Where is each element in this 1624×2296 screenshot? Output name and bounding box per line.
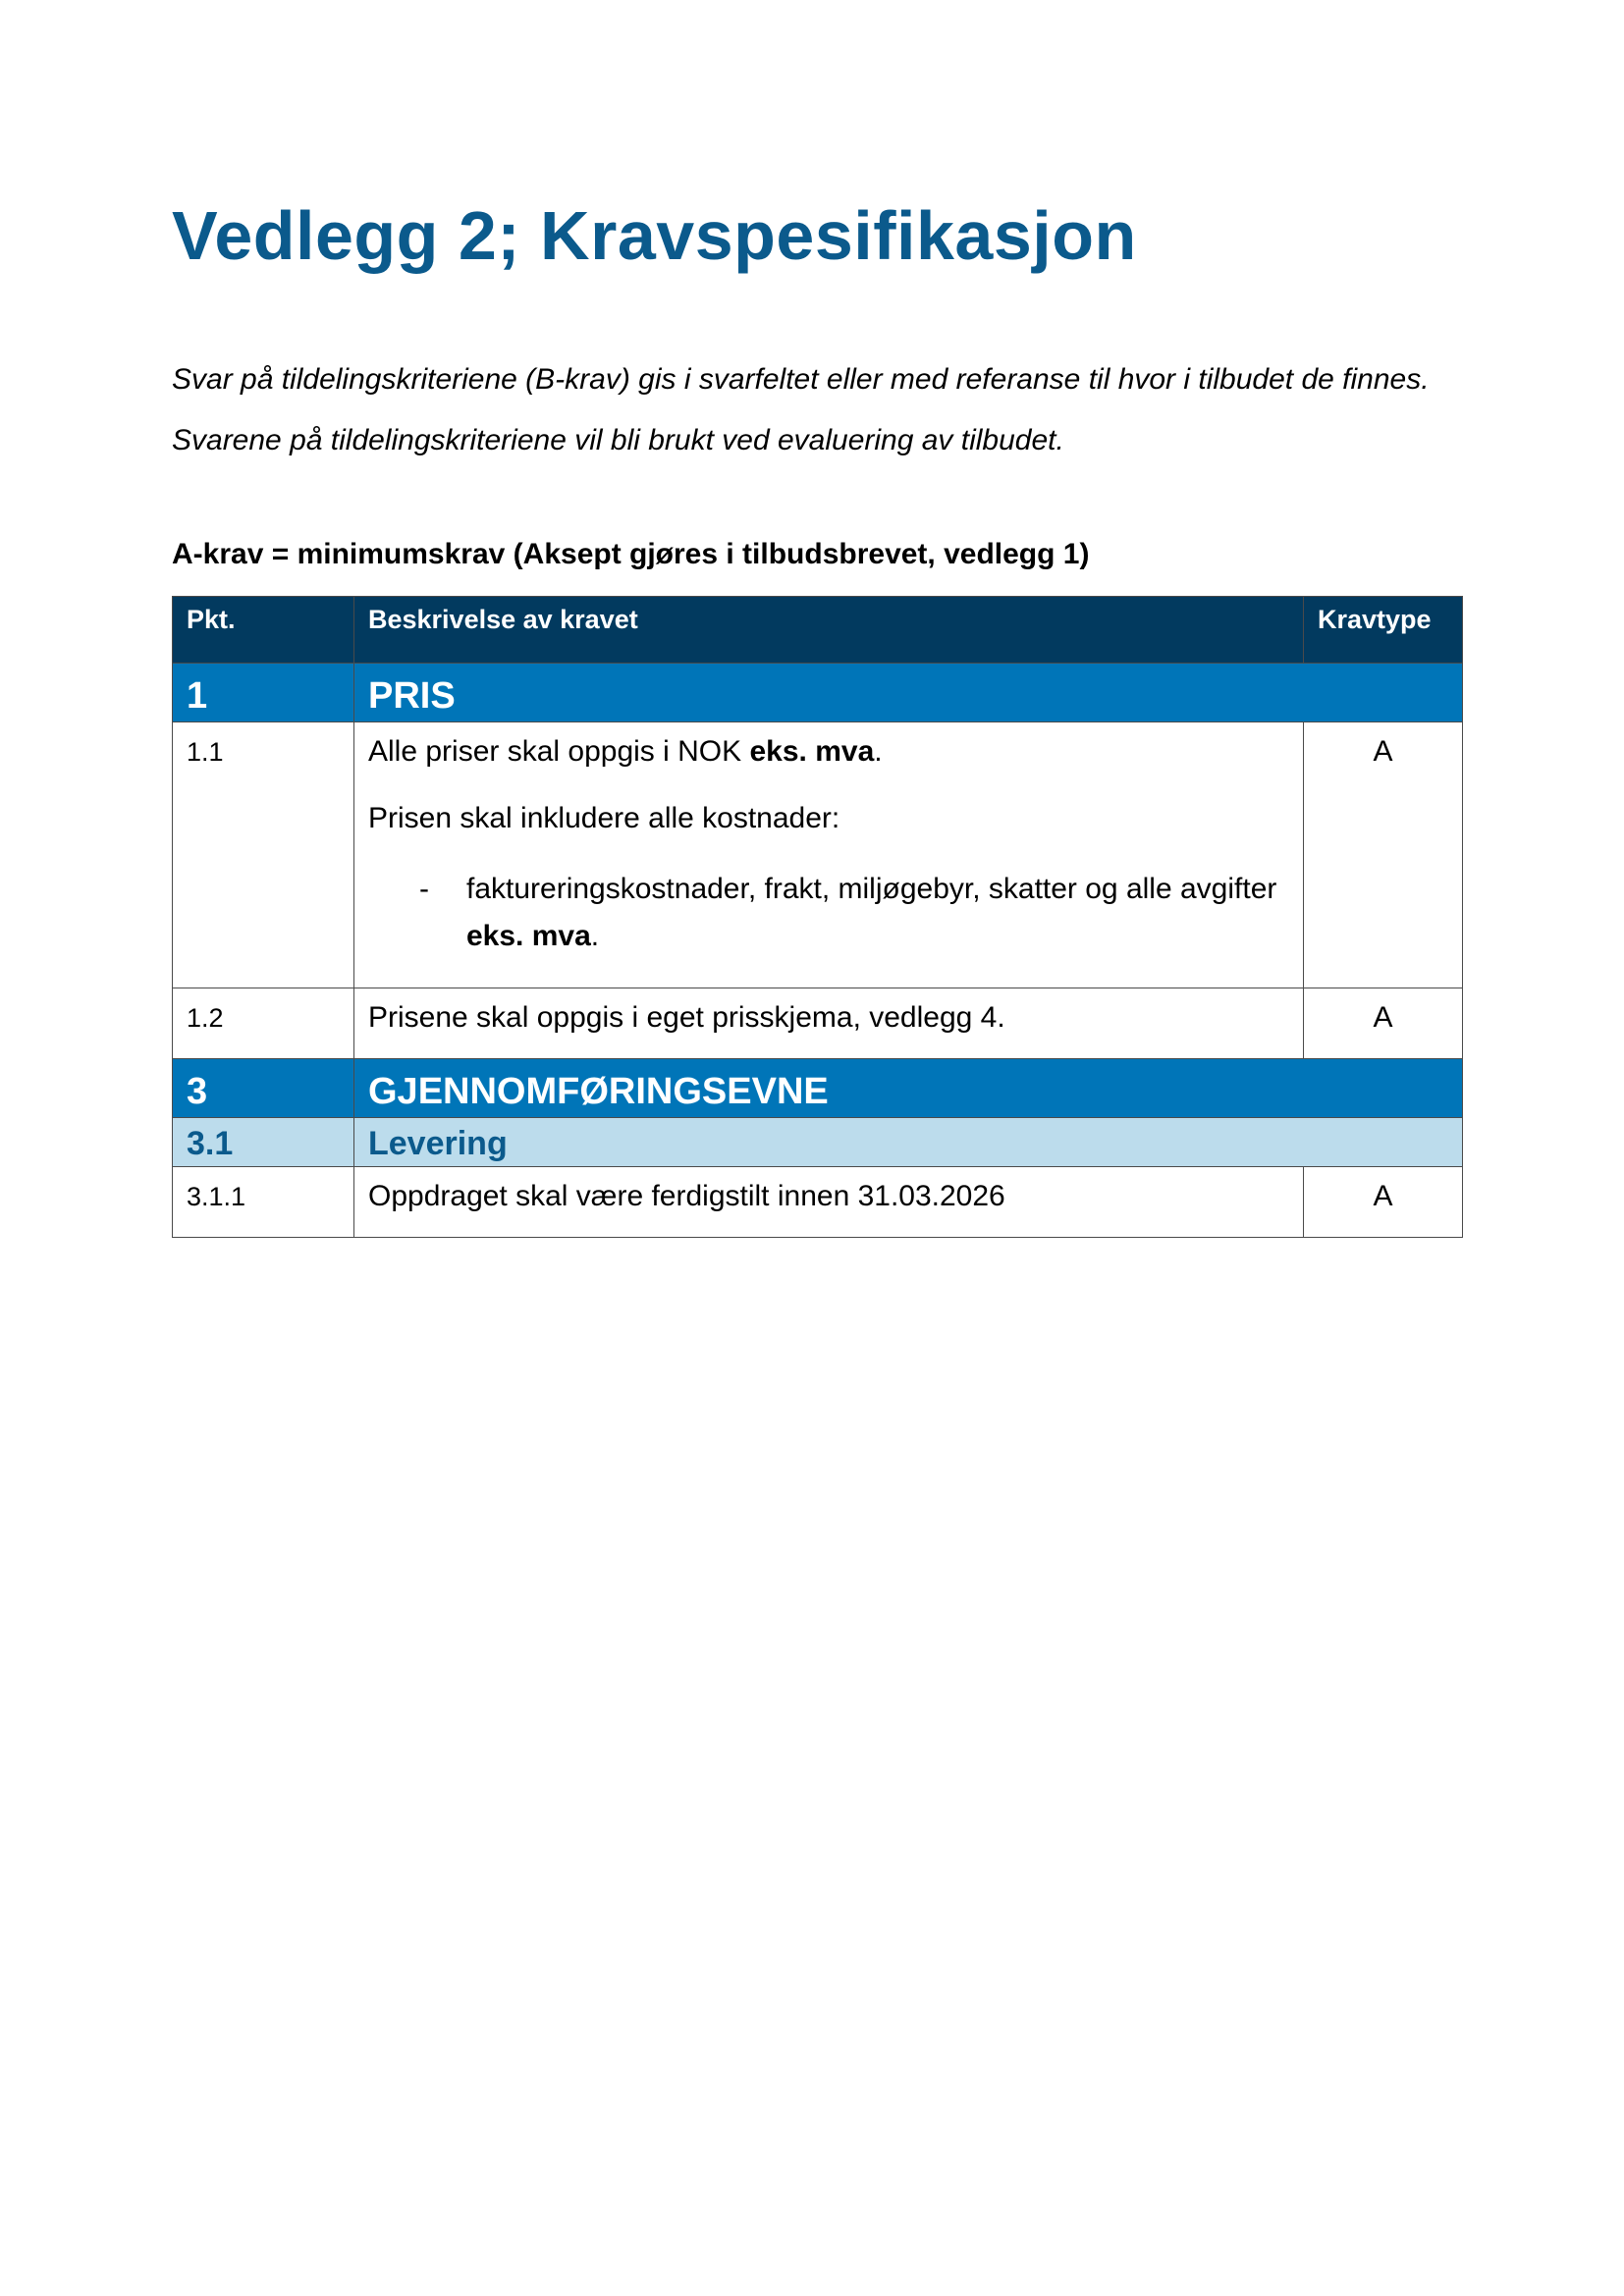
header-pkt: Pkt. xyxy=(173,597,354,664)
table-row xyxy=(173,1167,1463,1238)
subgroup-label: Levering xyxy=(354,1118,1463,1167)
group-row-pris xyxy=(173,664,1463,722)
header-description: Beskrivelse av kravet xyxy=(354,597,1304,664)
subgroup-number: 3.1 xyxy=(173,1118,354,1167)
section-heading: A-krav = minimumskrav (Aksept gjøres i tilbudsbrevet, vedlegg 1) xyxy=(172,538,1090,570)
group-row-gjennomforingsevne xyxy=(173,1059,1463,1118)
page-title: Vedlegg 2; Kravspesifikasjon xyxy=(172,197,1137,274)
header-type: Kravtype xyxy=(1304,597,1463,664)
row-type: A xyxy=(1304,988,1463,1059)
subgroup-row-levering xyxy=(173,1118,1463,1167)
row-description: Prisene skal oppgis i eget prisskjema, vedlegg 4. xyxy=(354,988,1304,1059)
intro-paragraph: Svar på tildelingskriteriene (B-krav) gis i svarfeltet eller med referanse til hvor i tilbudet de finnes. Svarene på tildelingskriteriene vil bli brukt ved evaluering av tilbudet. xyxy=(172,363,1430,456)
row-number: 3.1.1 xyxy=(173,1167,354,1238)
table-row xyxy=(173,722,1463,988)
requirement-text: Alle priser skal oppgis i NOK eks. mva. xyxy=(368,735,883,768)
group-number: 1 xyxy=(173,664,354,722)
requirements-table xyxy=(172,596,1463,1238)
bullet-dash: - xyxy=(419,873,429,905)
group-label: GJENNOMFØRINGSEVNE xyxy=(354,1059,1463,1118)
requirement-text: Prisen skal inkludere alle kostnader: xyxy=(368,802,840,834)
table-row xyxy=(173,988,1463,1059)
group-number: 3 xyxy=(173,1059,354,1118)
row-number: 1.2 xyxy=(173,988,354,1059)
row-description: Oppdraget skal være ferdigstilt innen 31.03.2026 xyxy=(354,1167,1304,1238)
list-item xyxy=(368,866,1289,960)
bullet-text: faktureringskostnader, frakt, miljøgebyr, skatter og alle avgifter eks. mva. xyxy=(466,873,1277,952)
table-header-row xyxy=(173,597,1463,664)
row-number: 1.1 xyxy=(173,722,354,988)
row-type: A xyxy=(1304,1167,1463,1238)
row-description xyxy=(354,722,1304,988)
group-label: PRIS xyxy=(354,664,1463,722)
row-type: A xyxy=(1304,722,1463,988)
